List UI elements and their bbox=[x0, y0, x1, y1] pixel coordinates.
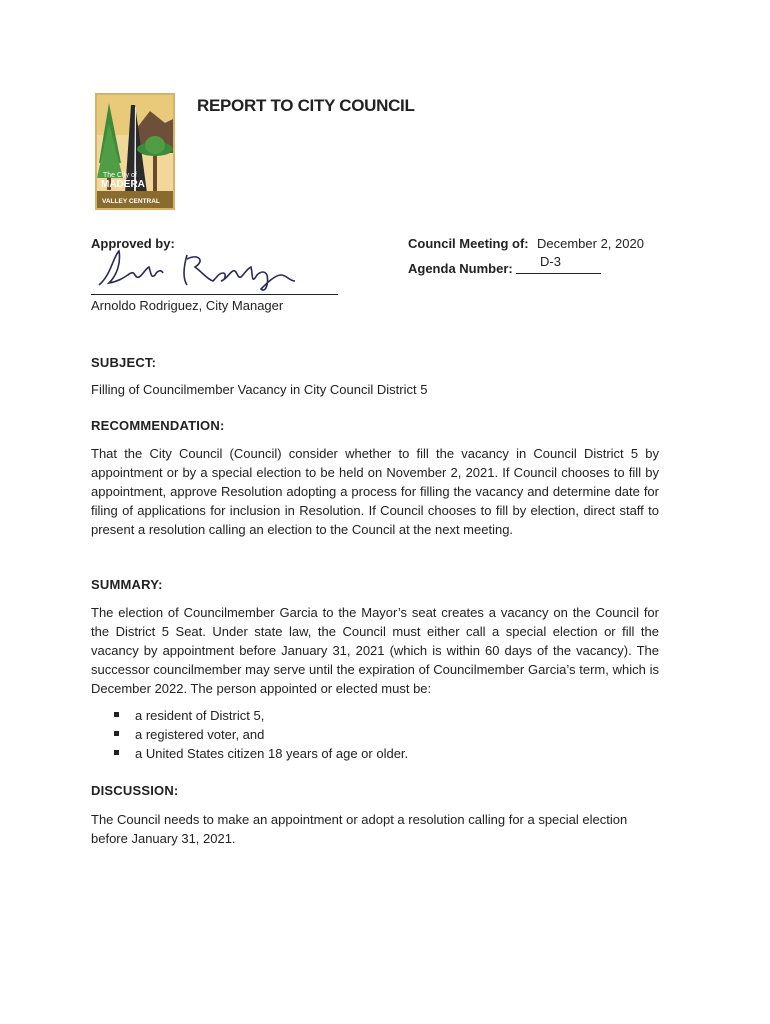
eligibility-list bbox=[91, 706, 408, 763]
bullet-icon bbox=[114, 712, 119, 717]
summary-heading: SUMMARY: bbox=[91, 577, 163, 592]
list-item-text: a registered voter, and bbox=[135, 727, 265, 742]
signer-name: Arnoldo Rodriguez, City Manager bbox=[91, 298, 284, 313]
logo-line3: VALLEY CENTRAL bbox=[102, 198, 160, 205]
agenda-number-underline bbox=[516, 273, 601, 274]
discussion-text: The Council needs to make an appointment or adopt a resolution calling for a special election before January 31, 2021. bbox=[91, 812, 628, 846]
agenda-number-label: Agenda Number: bbox=[408, 261, 513, 276]
list-item-text: a resident of District 5, bbox=[135, 708, 265, 723]
approved-by-label: Approved by: bbox=[91, 236, 175, 251]
bullet-icon bbox=[114, 731, 119, 736]
report-title: REPORT TO CITY COUNCIL bbox=[197, 96, 415, 115]
list-item bbox=[91, 706, 408, 725]
subject-text: Filling of Councilmember Vacancy in City Council District 5 bbox=[91, 382, 428, 397]
discussion-heading: DISCUSSION: bbox=[91, 783, 179, 798]
council-meeting-label: Council Meeting of: bbox=[408, 236, 529, 251]
summary-text: The election of Councilmember Garcia to the Mayor’s seat creates a vacancy on the Council for the District 5 Seat. Under state law, the Council must either call a special election or fill the vacancy by appointment before January 31, 2021 (which is within 60 days of the vacancy). The successor councilmember may serve until the expiration of Councilmember Garcia’s term, which is December 2022. The person appointed or elected must be: bbox=[91, 605, 659, 696]
subject-heading: SUBJECT: bbox=[91, 355, 157, 370]
recommendation-text: That the City Council (Council) consider whether to fill the vacancy in Council District 5 by appointment or by a special election to be held on November 2, 2021. If Council chooses to fill by appointment, approve Resolution adopting a process for filling the vacancy and determine date for filing of applications for inclusion in Resolution. If Council chooses to fill by election, direct staff to present a resolution calling an election to the Council at the next meeting. bbox=[91, 446, 659, 537]
recommendation-heading: RECOMMENDATION: bbox=[91, 418, 225, 433]
logo-line1: The City of bbox=[103, 172, 137, 179]
council-meeting-date: December 2, 2020 bbox=[537, 236, 644, 251]
list-item-text: a United States citizen 18 years of age or older. bbox=[135, 746, 409, 761]
signature bbox=[91, 245, 341, 297]
signature-line bbox=[91, 294, 338, 295]
city-of-madera-logo bbox=[95, 93, 175, 210]
list-item bbox=[91, 725, 408, 744]
agenda-number-value: D-3 bbox=[540, 254, 561, 269]
bullet-icon bbox=[114, 750, 119, 755]
list-item bbox=[91, 744, 408, 763]
logo-line2: MADERA bbox=[101, 179, 145, 190]
